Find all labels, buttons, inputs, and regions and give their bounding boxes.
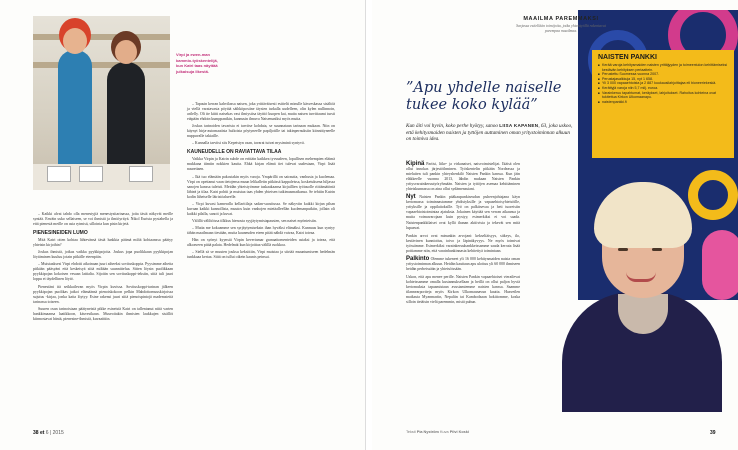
fact-list bbox=[598, 63, 728, 104]
paragraph bbox=[406, 162, 520, 192]
paragraph: Joskus tarinoiden tavarista ei tarvitse kohdata, se suunnataan tarinaan mukaan. Niin on käynyt hirja-automaatista hulioista pöytyneelle papiljotille tai takinpernuksiin kiinnittyneelle nuppuvalle takiaille. bbox=[187, 124, 335, 139]
person-black-sweater bbox=[107, 62, 145, 172]
print-sheet bbox=[79, 166, 103, 182]
paragraph-kicker: Kipinä bbox=[406, 161, 425, 167]
paragraph bbox=[406, 257, 520, 272]
paragraph bbox=[406, 275, 520, 305]
paragraph-text: Pankin arvot ovat minunkin arvojani: kekseliäisyys, sitkeys, ilo, kestävinen kunnioitus, toivo ja läpinäkyvyys. Ne myös toimivat työssämme. Esimerkiksi varainkeruuhankkeissamme saada kerrata lisää pottiamme niin, että varainhankinnasta kehitettyä toimintaan. bbox=[406, 233, 520, 253]
artists-photo bbox=[33, 16, 170, 190]
portrait-photo bbox=[540, 164, 738, 412]
portrait-hair bbox=[594, 182, 692, 248]
paragraph bbox=[406, 234, 520, 254]
paragraph: – Virpi kuvasi kameralla kellaritilaja sadan-suositussa. Se näkyviin kaikki kirjan pihan kuvaan kaikki kunnollista, muutos kuin vanhojen mietäalleellän kuolemanputkiin, jollain oli kaikki pilalla, sanoit ja kuvat. bbox=[187, 201, 335, 216]
paragraph: – Mutta me kokoamme sen syrjäytymiseksin ihan hyväksi elämäksi. Kunnuus kun syntyy tähän maailmaan tiestään, mutta kauneuden eteen pitää nähdä vaivaa, Katri toteaa. bbox=[187, 225, 335, 235]
paragraph-text: Pariisi, liike- ja virkanaiset, naisvoimistelijat. Ikäisä olen ollut innokas järjestöihminen. Työskentelin pitkään Nordeassa ja mieluiten tuli pankin yhteyshenkilö Naisten Pankin kanssa. Kun jäin eläkkeelle vuonna 2013, lähdin mukaan Naisten Pankin yritysvarainkeruutyöryhmään. Naisten ja tyttöjen asemaa kehittäminen yhteiskunnassa on aina ollut sydämenasiani. bbox=[406, 162, 520, 192]
paragraph-text: Uskon, että apu menee perille. Naisten Pankin vapaaehtoiset vierailevat kohteissamme omalla kustannuksellaan ja heillä on ollut paljon hyviä kertomuksia tapaamistaan avustamiemme naisten kanssa. Saamme tilannearportteja myös Kirkon Ulkomaanavun kautta. Haaveilen matkasta Myanmariin, Nepaliin tai Kambodzaan hokittomme, koska silloin tietäisin vielä paremmin, mistä puhun. bbox=[406, 274, 520, 305]
left-page bbox=[0, 0, 366, 450]
fact-item: ■ Yli 3 000 vapaaehtoista ja 2 887 kuukausilahjoittajaa eli bioneeriekeskä. bbox=[598, 81, 728, 86]
page-number-right: 39 bbox=[710, 430, 716, 436]
subheading: KAUNEUDELLE ON RAVIATTAVA TILAA bbox=[187, 149, 282, 156]
paragraph: – Muistaaksesi Virpi ehdotti aikoinaan juuri aiheeksi sovituskoppia. Pyysimme aihetta pitkään pääsyäni että keskeisyä siitä miltään suunnittelua. Sitten löysin puolikkaan pyykkipojan kokoisen vesaan lattialta. Sijoitin sen sovituskoppi-teksiin, siitä tuli juuri loppu ei täydellinen löytö. bbox=[33, 262, 173, 282]
paragraph: – Ikä tuo elämään pakostakin myös varoja. Ympärillä on sairautta, vanhusta ja kuolemaa. Virpi on opettanut vaan tietojensa muun lelikalleiin pitkässä kappaleissa, kosketuksena hiljassa sanojen kanssa tuleisti. Meidän yhteistyömme tuskaakaansa kirjaillien työtasolle riittämätöntä lähteä ja tilaa. Katri pohtii ja muistaa taas yhden yhteisen tutkimusmatkansa. Se tehtiin Katrin kodin läheiselle läiristöalueelle. bbox=[187, 174, 335, 199]
paragraph: – Tapasin kerran kahvilassa naisen, joka yrittäväisesti esittelti minulle käsveskassa sisältöä ja viellä varatavasta pöytää säihköpostine täysien tarkalla uudelleen, olin kylen nullinnoin, arilelly. Oli ite kiitti naisekas vast ilmiystisa täyttiö kuopen kai, mutta naisen tarvittaumi tursti etäpään ehdoin kumppanikin, kannusin ilmuva Naisenuniksi myös mutta. bbox=[187, 102, 335, 122]
credit-label: Kuva bbox=[440, 430, 449, 434]
section-subtitle: Sarjassa esitellään toimijoita, jotka yhteistyöllä rakentavat parempaa maailmaa. bbox=[516, 24, 606, 33]
fact-item: ■ Kerättyjä varoja niin 5,7 milj. euroa. bbox=[598, 86, 728, 91]
paragraph-text: Naisten Pankin pääkaupunkiseudun puheenjohtajana käyn kertomassa toiminnastamme yhdistyksille ja vapaaehtoisyhteisöille, yrityksille ja oppilaitoksille. Työ on palkitsevaa ja heti tuoreisiin vapaaehtoistoimintaa ajatuksia. Jokainen käyttää sen verran aikaansa ja muita voimavarojaan kuin pystyy, esimerkiksi ei voi saada. Naistenpankkilaiset ovat kyllä ihanan aktiivisia ja tekevät sen mitä lupaavat. bbox=[406, 195, 520, 230]
magazine-name: et bbox=[39, 430, 45, 436]
credit-name: Pia Nyström bbox=[416, 430, 439, 434]
paragraph-text: Olemme tukeneet yli 16 000 kehitysmaiden naista oman yritystoiminnan alkuun. Heidän kauttaan apu ulottuu yli 60 000 ihmiseen heidän perheissään ja yhteisöissään. bbox=[406, 256, 520, 271]
paragraph: Vaikka Virpin ja Katrin suhde on erittäin kaikkea tyvuudeen, lopullisen mehempien eläimä mukkana tiimiin nokkien kautta. Ehkä kirjan elämä tiet tulevat uudestaan, Virpi lisää naurettaen. bbox=[187, 157, 335, 172]
paragraph-kicker: Nyt bbox=[406, 194, 416, 201]
article-headline: ”Apu yhdelle naiselle tukee koko kylää” bbox=[406, 80, 562, 113]
portrait-eye bbox=[652, 248, 662, 251]
fact-item: ■ Kerää varoja kehitysmaiden naisten yrittäjyyden ja toimeentulon kehittämiseksi kestävän kehityksen periaattein. bbox=[598, 63, 728, 72]
fact-item: ■ Perustettu Suomessa vuonna 2007. bbox=[598, 72, 728, 77]
article-column-b bbox=[187, 102, 335, 262]
paragraph: – Kaikki alvat tahdo olla menestyjiä menestysitarinassa, joita tästä näkyvät meille syntää. Enväin usko sellaiseen, se voi ihmistä ja ilmiöyrityä. Nikol Eurista pystabella ja että pienestä meille on asia rytmisä, sillointa kun pisin kirjetä. bbox=[33, 212, 173, 227]
shelf bbox=[33, 34, 170, 40]
paragraph: Mitä Katri otten kohtaa lähtevänsä tästä lunkkia päämä miltä kohtaanssa päätyy yhteisin kirjoihin? bbox=[33, 238, 173, 248]
article-column-a bbox=[33, 212, 173, 324]
issue-number: 6 | 2015 bbox=[45, 430, 64, 436]
paragraph: Välillä väliltöissa tilkkus hienosta syyjäytymistapausten, sen naiset myönteisiin. bbox=[192, 218, 317, 223]
photo-credit bbox=[406, 430, 469, 434]
page-folio-left bbox=[33, 430, 64, 436]
person-head bbox=[63, 28, 87, 54]
right-page bbox=[372, 0, 738, 450]
fact-link[interactable]: ■ naistenpankki.fi bbox=[598, 100, 728, 105]
subheading: PIENESINEIDEN LUMO bbox=[33, 230, 88, 237]
paragraph bbox=[406, 195, 520, 230]
credit-name: Pilvi Koski bbox=[449, 430, 469, 434]
print-sheet bbox=[129, 166, 153, 182]
paragraph-kicker: Palkinto bbox=[406, 255, 430, 262]
photo-caption: Virpi ja ewen-man kammio-työskentelijä, kun Katri taas näyttää julkaisuja Ilkestä. bbox=[176, 52, 218, 74]
paragraph: – Siellä sä se muuten jouksu keksittiin, Virpi muistaa ja siirtää muuntumiseen hedelmän tunkkaaa kertaa. Siitä on tullut oikein kaunis peinsui. bbox=[187, 250, 335, 260]
paragraph: Hän on syönyt kyynsiä Virpin kevertamar granaattomenteiden asiaksi ja toteaa, että alkoaveen pitää palata. Hedelmät kun kirjoittaa välillä ruokkoa. bbox=[187, 238, 335, 248]
section-title: MAAILMA PAREMMAKSI bbox=[523, 16, 599, 22]
person-head bbox=[115, 40, 137, 64]
paragraph: Pienestäni itä seikkailevan myös Virpin kuvissa. Sovituskoppi-tarinan jälkeen pyykkipojan puolikas jatkoi elämäänsä pienoiskokoon pelkin Mahdottomuuskirjoissa sujutus -kirjaa, jonka katta löytyy. Esine rakensi juuri siitä pienoispintojä mademsteitä tarinassa toiseen. bbox=[33, 284, 173, 304]
print-sheet bbox=[47, 166, 71, 182]
fact-item: ■ Perustajasalkkuja 15, nyt 1 658. bbox=[598, 77, 728, 82]
shelf bbox=[33, 62, 170, 68]
lead-name: LIISA KAPANEN bbox=[499, 123, 539, 128]
lead-text: Kun äiti voi hyvin, koko perhe hyötyy, sanoo bbox=[406, 123, 498, 129]
portrait-eye bbox=[618, 248, 628, 251]
paragraph: – Kunnalla tarvitsi siis Kepeistyn osan, tavarat tuivat mysiminä syntyvä. bbox=[192, 141, 305, 146]
person-blue-sweater bbox=[58, 50, 92, 170]
fact-item: ■ Varainkeruu tapahtumat, keräykset, lahjoitukset. Rahoitus kohteina ovat tukitettua Kirkon Ulkomaanapu. bbox=[598, 91, 728, 100]
fact-box-title: NAISTEN PANKKI bbox=[598, 54, 657, 61]
fact-box bbox=[592, 50, 734, 158]
article-lead bbox=[406, 123, 576, 143]
lead-text-rest: , 63, joka uskoo, että kehitysmaiden naisten ja tyttöjen auttaminen oman yritystoiminnan alkuun on toimiva idea. bbox=[406, 123, 573, 143]
credit-label: Teksti bbox=[406, 430, 416, 434]
page-number: 38 bbox=[33, 430, 39, 436]
section-header bbox=[512, 16, 610, 34]
article-column-right bbox=[406, 162, 520, 308]
paragraph: Joskus ihmistä, jotkus vaikka pyykkipojoita. Joskus jopa puolikkaan pyykkipojan löytäminen kuuluu jotain pitkälle eteenpäin. bbox=[33, 250, 173, 260]
paragraph: Suuren osan tarinoistaan päätyneistä pikke esineistä Katri on tallentanut niitä varten hankkimaansa laatikkoon, käsvesikaan. Museoitakin ihmisten laukkujen sisällöt kiinnostavat häntä, pienesine-ihmistä, kuvaaittiin. bbox=[33, 306, 173, 321]
